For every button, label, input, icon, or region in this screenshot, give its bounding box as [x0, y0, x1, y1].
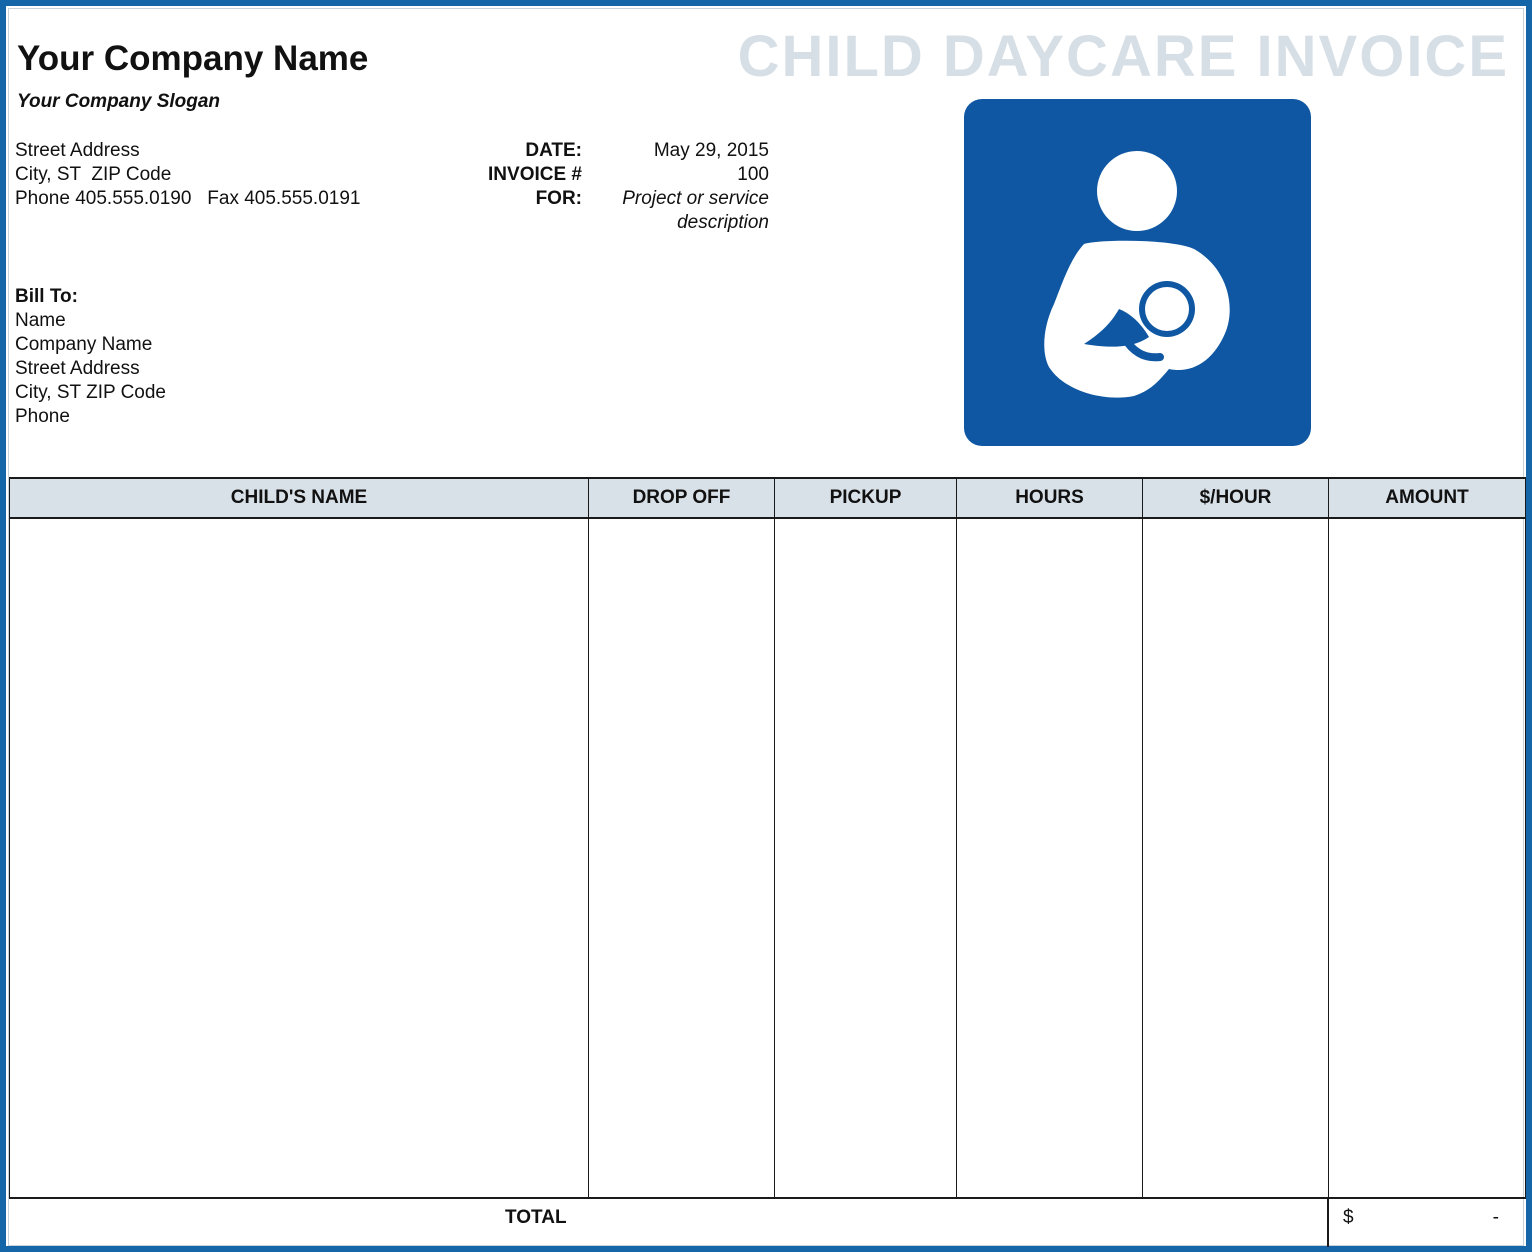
column-header-hours: HOURS [957, 478, 1143, 518]
bill-to-street[interactable]: Street Address [15, 358, 140, 379]
line-items-table [9, 477, 1526, 1199]
invoice-number-value[interactable]: 100 [737, 164, 769, 185]
company-address [15, 139, 360, 211]
column-header-pickup: PICKUP [775, 478, 957, 518]
company-phone-fax[interactable]: Phone 405.555.0190 Fax 405.555.0191 [15, 188, 361, 209]
bill-to-city[interactable]: City, ST ZIP Code [15, 382, 166, 403]
hours-cell[interactable] [957, 518, 1143, 1199]
invoice-title: CHILD DAYCARE INVOICE [737, 24, 1509, 89]
bill-to-heading: Bill To: [15, 286, 78, 307]
rate-cell[interactable] [1143, 518, 1329, 1199]
total-amount-cell[interactable] [1327, 1197, 1525, 1247]
drop-off-cell[interactable] [589, 518, 775, 1199]
pickup-cell[interactable] [775, 518, 957, 1199]
childs-name-cell[interactable] [10, 518, 589, 1199]
bill-to-block [15, 285, 166, 429]
total-value: - [1492, 1207, 1499, 1228]
total-currency: $ [1343, 1207, 1354, 1228]
invoice-sheet [8, 8, 1524, 1246]
column-header-rate: $/HOUR [1143, 478, 1329, 518]
table-header-row [10, 478, 1526, 518]
date-label: DATE: [525, 140, 582, 161]
invoice-meta-labels [429, 139, 582, 211]
company-name[interactable]: Your Company Name [17, 39, 369, 78]
column-header-drop-off: DROP OFF [589, 478, 775, 518]
total-row [9, 1197, 1525, 1247]
total-label: TOTAL [505, 1207, 567, 1228]
amount-cell[interactable] [1329, 518, 1526, 1199]
column-header-amount: AMOUNT [1329, 478, 1526, 518]
for-value-line1[interactable]: Project or service [622, 188, 769, 209]
nursing-mother-icon[interactable] [964, 99, 1311, 446]
date-value[interactable]: May 29, 2015 [653, 140, 769, 161]
company-street[interactable]: Street Address [15, 140, 140, 161]
invoice-number-label: INVOICE # [488, 164, 582, 185]
for-value-line2[interactable]: description [677, 212, 769, 233]
column-header-childs-name: CHILD'S NAME [10, 478, 589, 518]
bill-to-phone[interactable]: Phone [15, 406, 70, 427]
for-label: FOR: [535, 188, 582, 209]
invoice-meta-values [589, 139, 769, 235]
bill-to-name[interactable]: Name [15, 310, 66, 331]
company-city[interactable]: City, ST ZIP Code [15, 164, 172, 185]
table-row [10, 518, 1526, 1199]
company-slogan[interactable]: Your Company Slogan [17, 91, 221, 112]
bill-to-company[interactable]: Company Name [15, 334, 153, 355]
